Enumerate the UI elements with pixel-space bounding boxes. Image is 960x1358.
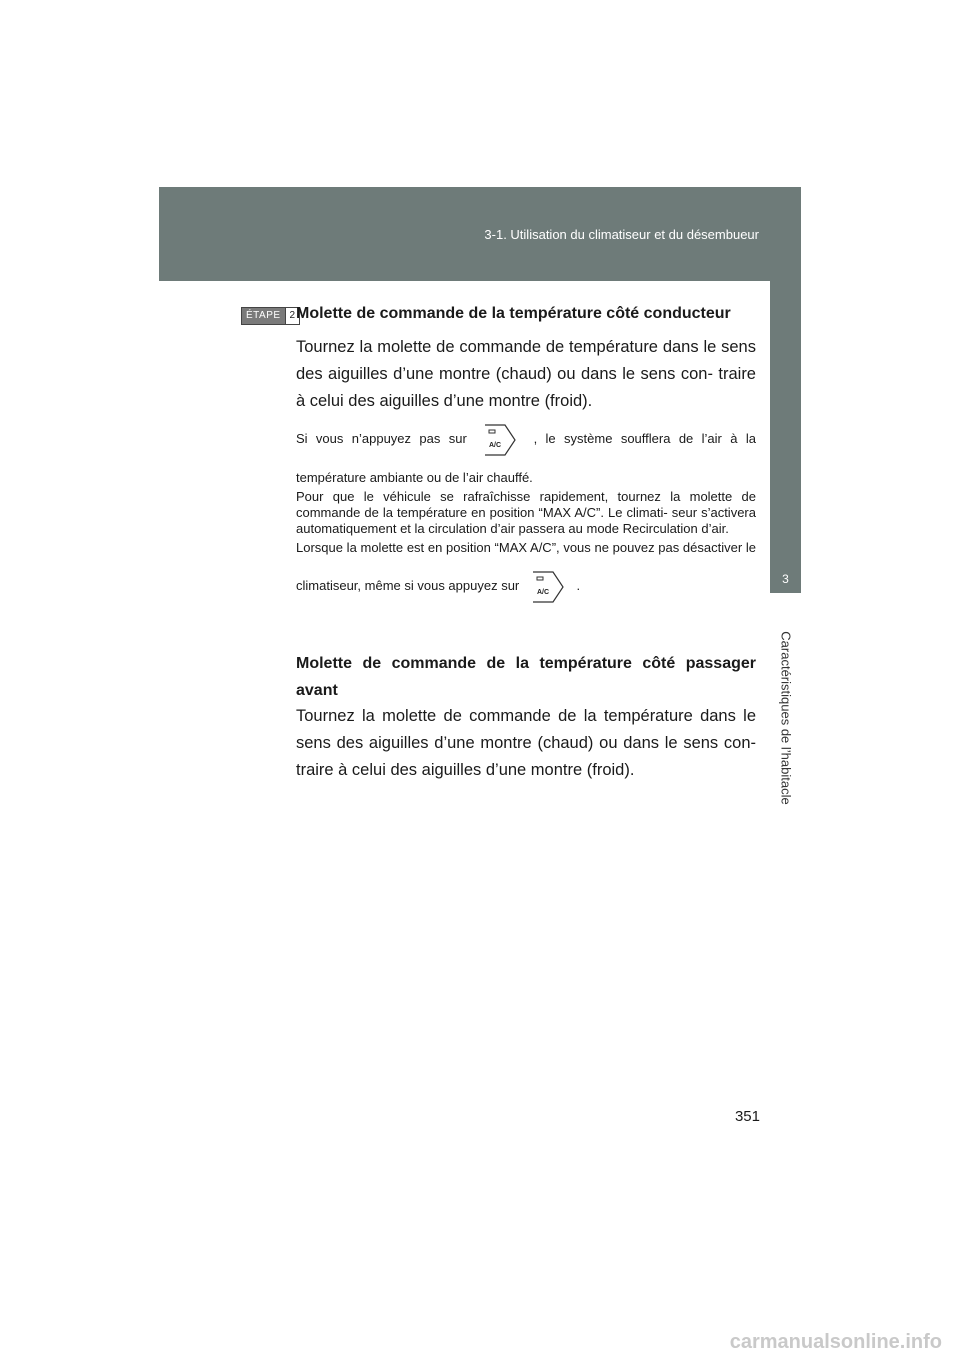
page-number: 351 [734, 1108, 760, 1125]
side-tab-number: 3 [782, 572, 789, 586]
side-tab [770, 187, 801, 593]
note-2-p2-before: Lorsque la molette est en position “MAX A/C”, vous ne pouvez pas désactiver le climatiseur, même si vous appuyez sur [296, 540, 756, 593]
note-2-p2-after: . [576, 578, 581, 593]
ac-button-label: A/C [489, 441, 502, 449]
step-badge [241, 307, 300, 325]
step-heading: Molette de commande de la température côté conducteur [296, 305, 731, 322]
chapter-title: 3-1. Utilisation du climatiseur et du désembueur [484, 227, 759, 242]
watermark: carmanualsonline.info [729, 1331, 942, 1353]
step-badge-number: 2 [285, 308, 300, 324]
note-1-before: Si vous n’appuyez pas sur [296, 431, 467, 446]
note-1 [296, 420, 756, 497]
side-tab-label: Caractéristiques de l’habitacle [778, 631, 794, 805]
passenger-heading: Molette de commande de la température côté passager avant [296, 655, 756, 699]
ac-button-label: A/C [536, 588, 549, 596]
step-body: Tournez la molette de commande de température dans le sens des aiguilles d’une montre (chaud) ou dans le sens con- traire à celui des aiguilles d’une montre (froid). [296, 338, 756, 410]
step-badge-label: ÉTAPE [242, 308, 285, 324]
note-2-p2 [296, 529, 756, 606]
ac-button-icon [481, 421, 519, 459]
chapter-header [159, 187, 801, 281]
note-2-p1: Pour que le véhicule se rafraîchisse rapidement, tournez la molette de commande de la température en position “MAX A/C”. Le climati- seur s’activera automatiquement et la circulation d’air passera au mode Recirculation d’air. [296, 489, 756, 536]
note-1-after: , le système soufflera de l’air à la température ambiante ou de l’air chauffé. [296, 431, 756, 485]
ac-button-icon [529, 568, 567, 606]
passenger-body: Tournez la molette de commande de la température dans le sens des aiguilles d’une montre (chaud) ou dans le sens con- traire à celui des aiguilles d’une montre (froid). [296, 707, 756, 779]
note-2 [296, 489, 756, 606]
